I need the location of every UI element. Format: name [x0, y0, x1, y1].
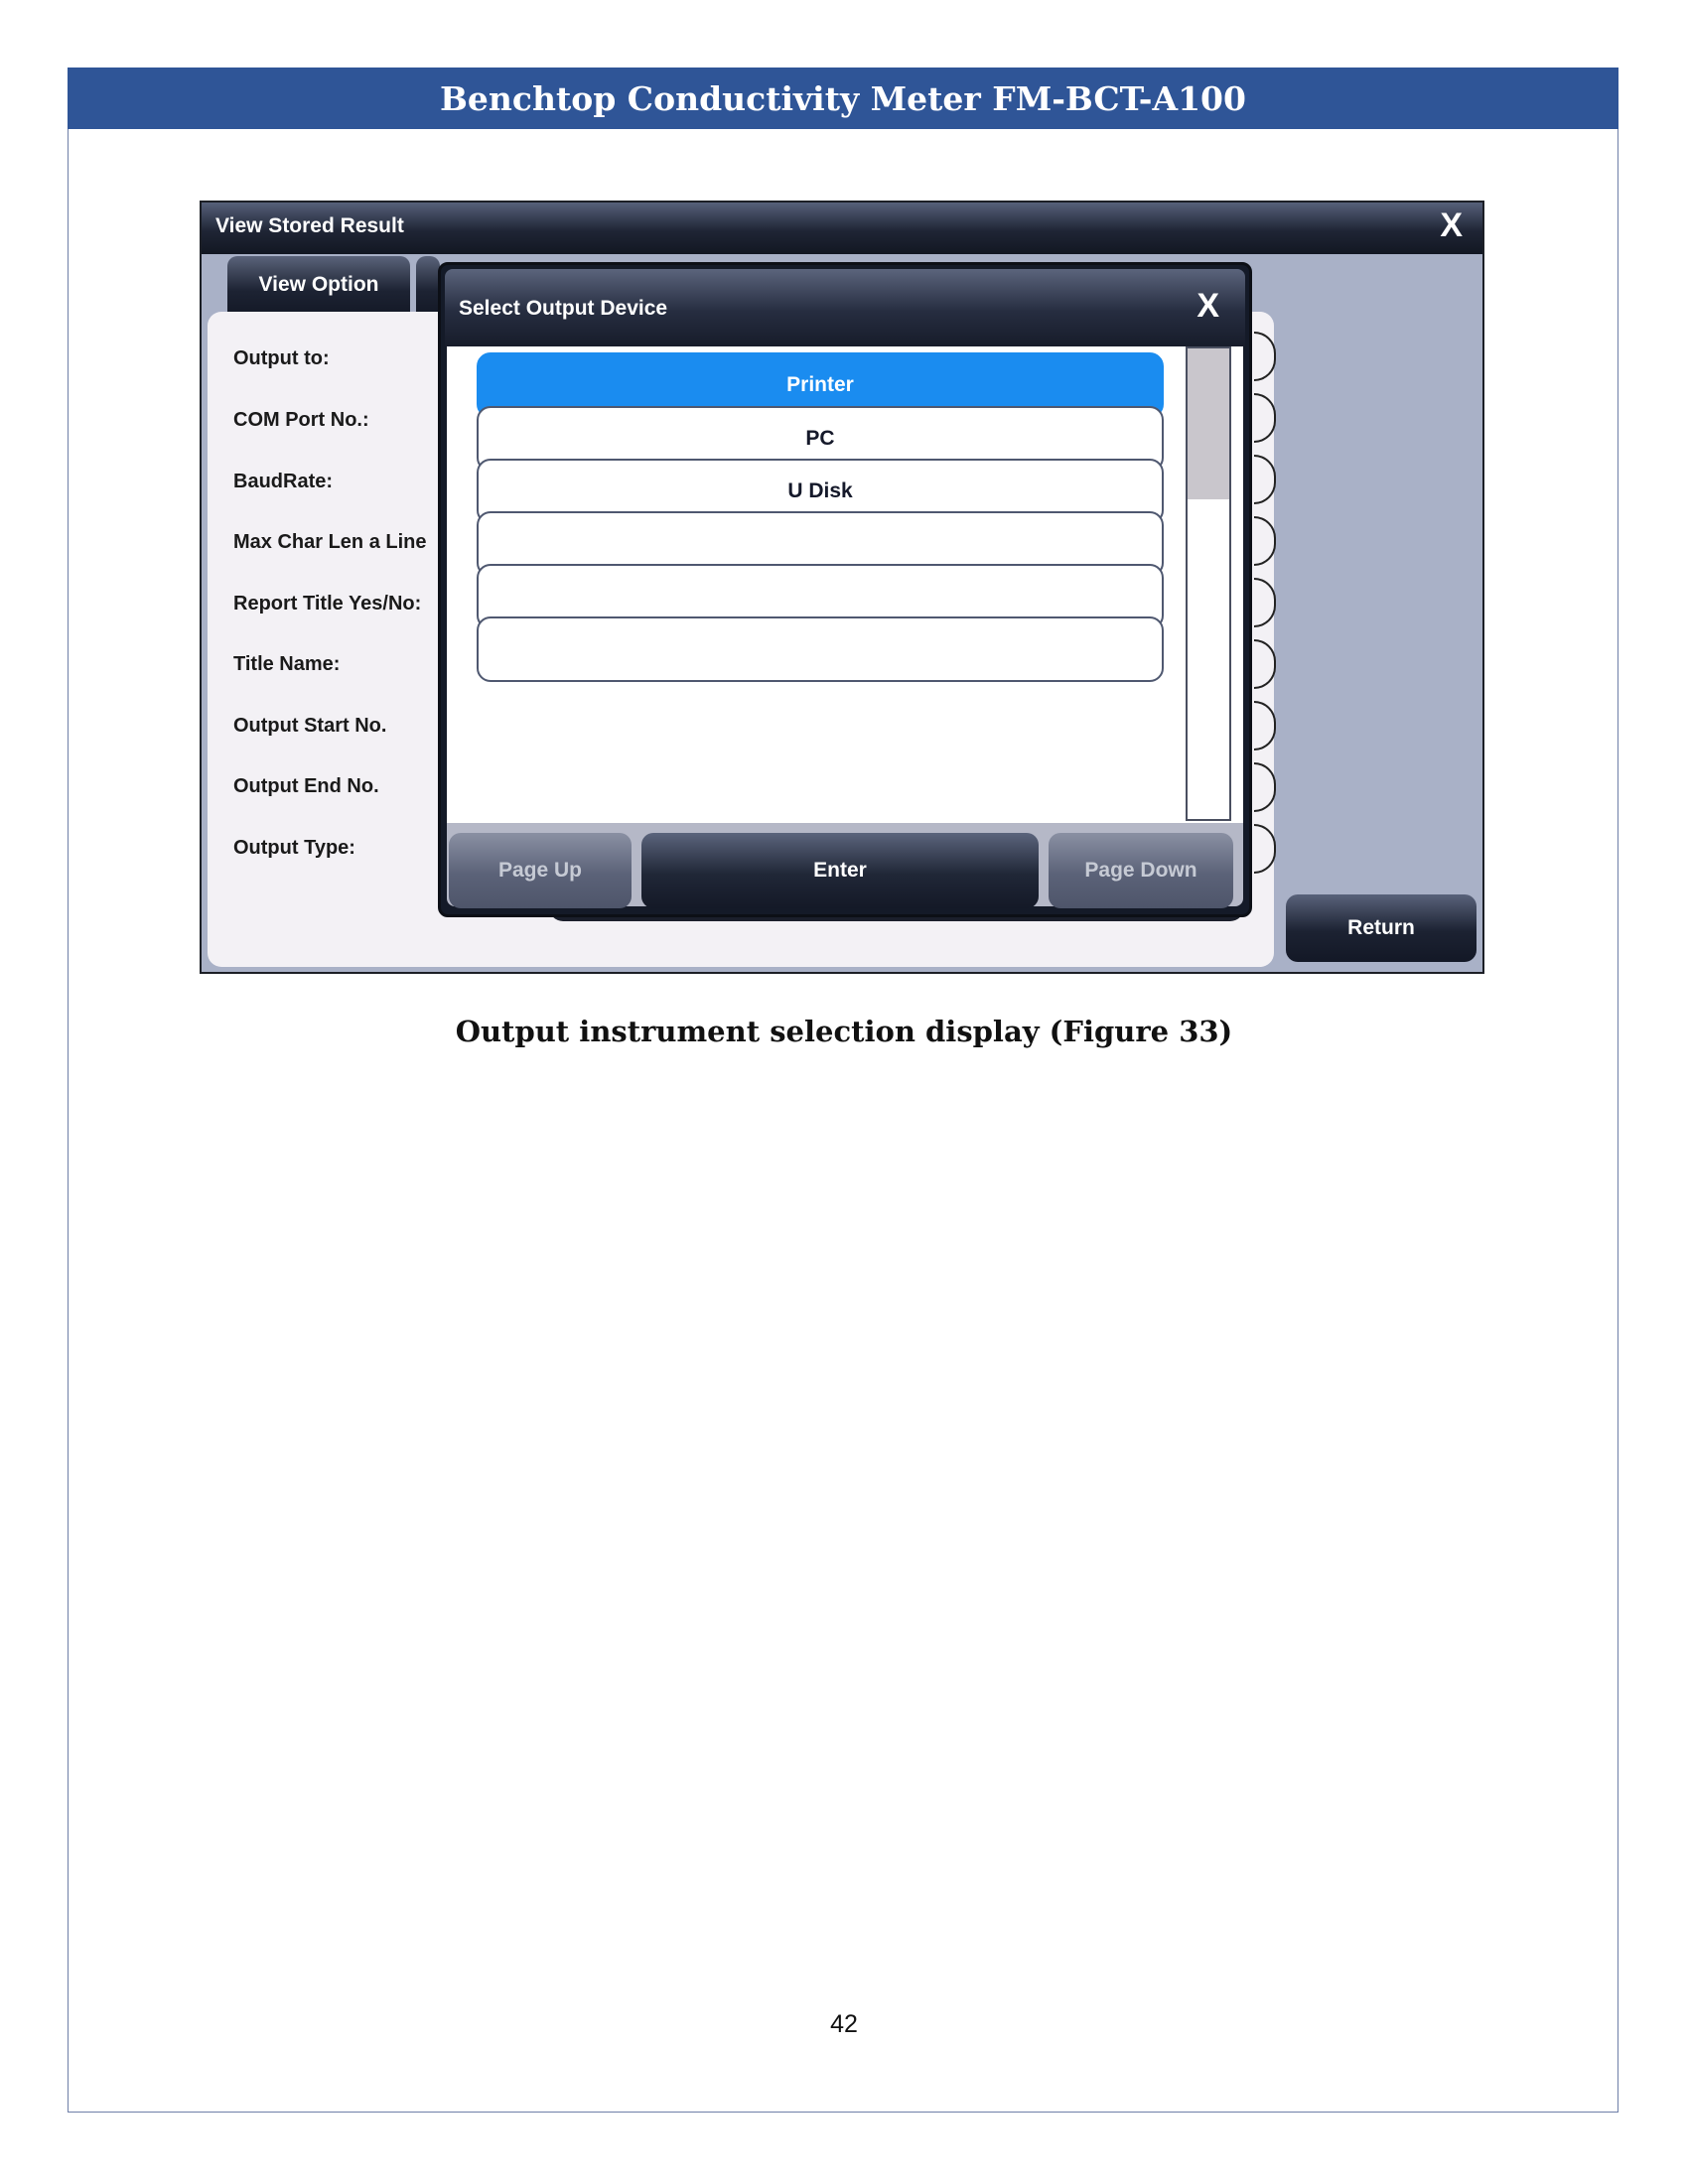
device-list-scrollbar[interactable] [1186, 346, 1231, 821]
dialog-titlebar [445, 269, 1245, 346]
field-value-max-char-len[interactable] [1254, 516, 1276, 566]
document-header [68, 68, 1618, 129]
page-down-label: Page Down [1084, 859, 1197, 882]
field-value-output-type[interactable] [1254, 824, 1276, 874]
field-value-output-to[interactable] [1254, 332, 1276, 381]
return-button-label: Return [1347, 916, 1415, 939]
page-down-button[interactable] [1049, 833, 1233, 908]
device-list [447, 346, 1243, 823]
field-baudrate: BaudRate: [233, 471, 334, 492]
dialog-title: Select Output Device [459, 297, 668, 320]
field-max-char-len: Max Char Len a Line [233, 531, 427, 553]
field-com-port: COM Port No.: [233, 409, 369, 431]
field-output-type: Output Type: [233, 837, 355, 859]
tab-hidden[interactable] [416, 256, 440, 314]
device-option-label: Printer [786, 373, 854, 396]
tab-view-option[interactable] [227, 256, 410, 314]
tab-view-option-label: View Option [258, 273, 379, 296]
field-value-baudrate[interactable] [1254, 455, 1276, 504]
window-close-icon[interactable]: X [1440, 206, 1463, 244]
field-output-end-no: Output End No. [233, 775, 379, 797]
field-output-to: Output to: [233, 347, 330, 369]
select-output-device-dialog [438, 262, 1252, 917]
device-option-label: PC [805, 427, 835, 450]
field-report-title: Report Title Yes/No: [233, 593, 422, 614]
window-titlebar [202, 203, 1482, 254]
dialog-close-icon[interactable]: X [1196, 287, 1219, 325]
dialog-body [447, 346, 1243, 906]
enter-button[interactable] [641, 833, 1039, 908]
page-up-button[interactable] [449, 833, 632, 908]
field-title-name: Title Name: [233, 653, 341, 675]
field-output-start-no: Output Start No. [233, 715, 387, 737]
figure-caption: Output instrument selection display (Figure 33) [455, 1015, 1233, 1048]
field-value-output-start-no[interactable] [1254, 701, 1276, 751]
field-value-com-port[interactable] [1254, 393, 1276, 443]
return-button[interactable] [1286, 894, 1477, 962]
field-value-output-end-no[interactable] [1254, 762, 1276, 812]
page-up-label: Page Up [497, 859, 583, 882]
field-value-title-name[interactable] [1254, 639, 1276, 689]
field-value-report-title[interactable] [1254, 578, 1276, 627]
device-option-empty-3[interactable] [477, 616, 1164, 682]
enter-label: Enter [813, 859, 867, 882]
device-option-label: U Disk [787, 479, 853, 502]
window-title: View Stored Result [215, 214, 404, 237]
document-title: Benchtop Conductivity Meter FM-BCT-A100 [440, 78, 1246, 118]
device-screenshot [200, 201, 1484, 974]
page-number: 42 [830, 2010, 858, 2038]
scrollbar-thumb[interactable] [1188, 348, 1229, 499]
